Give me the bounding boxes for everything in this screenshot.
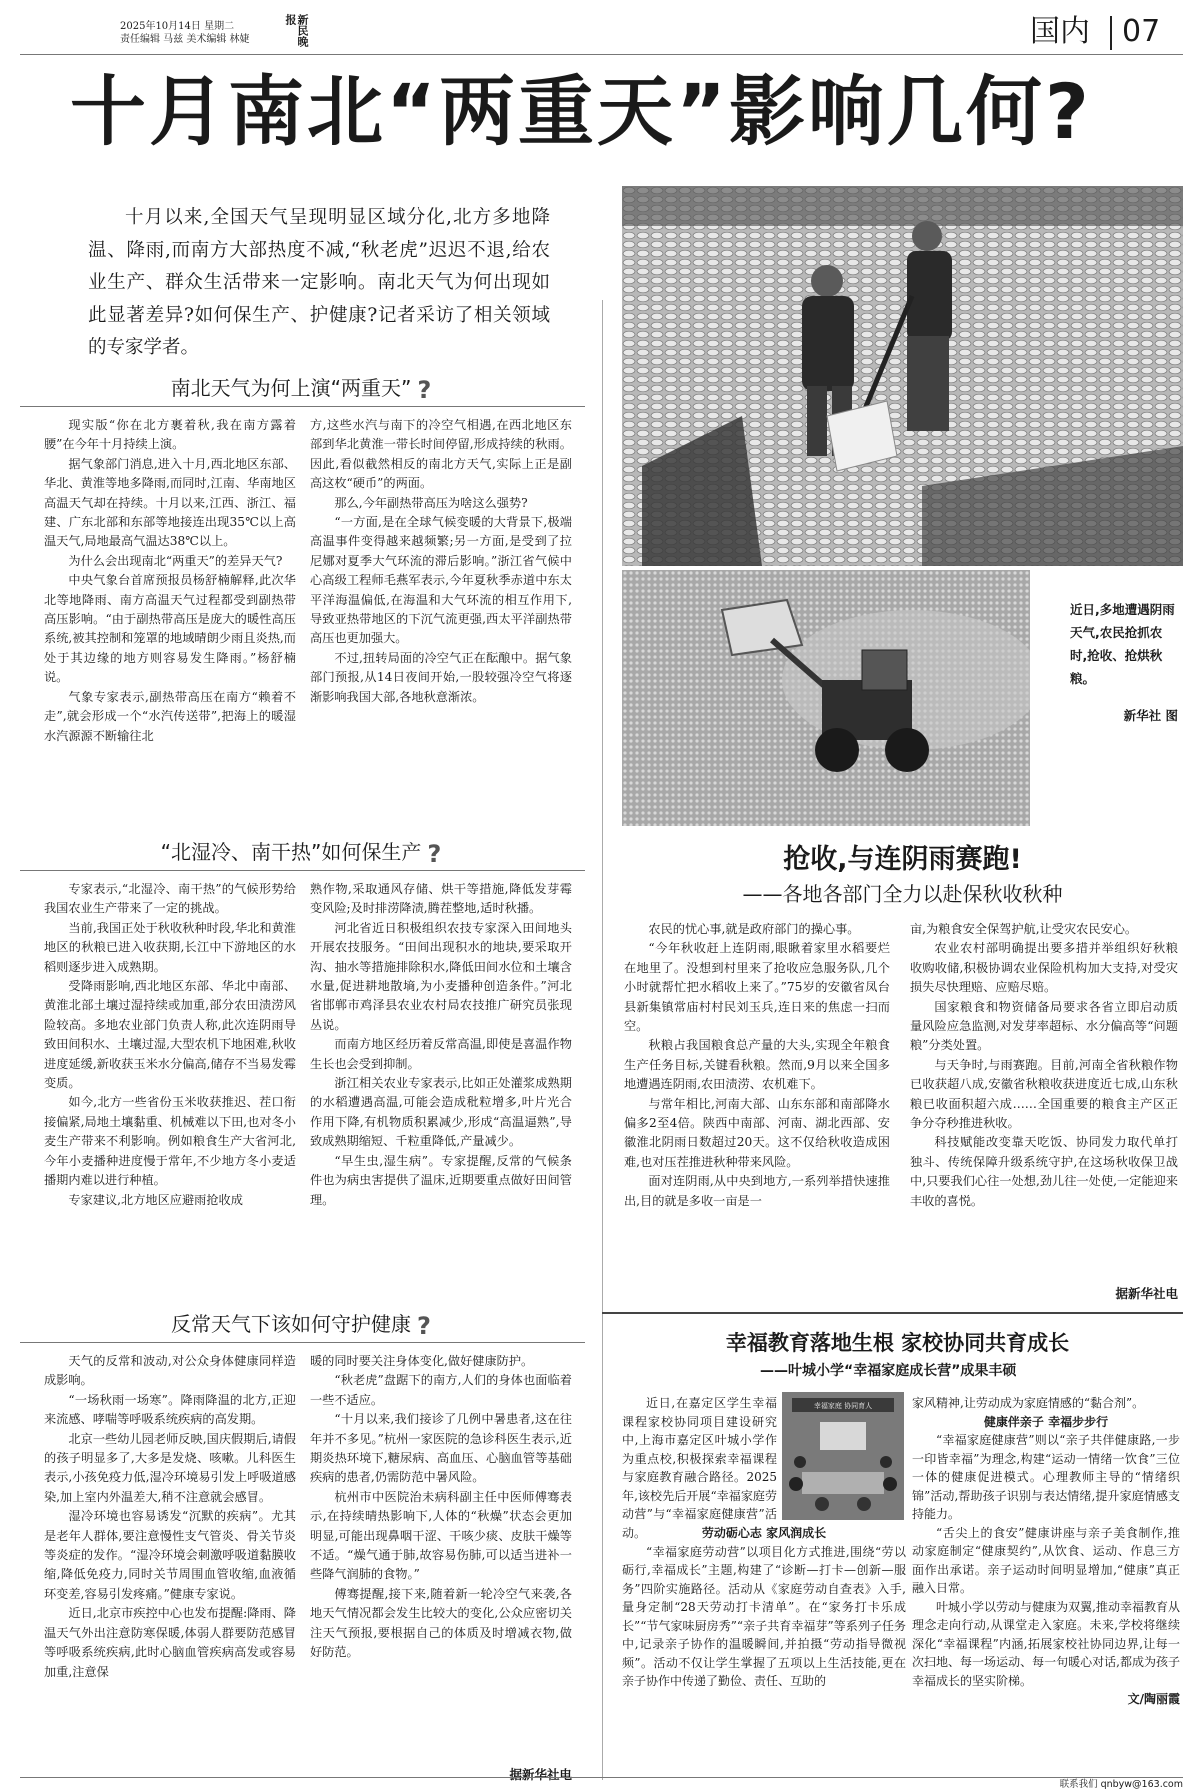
school-subheading-1: 劳动砺心志 家风润成长: [701, 1526, 827, 1540]
paragraph: 浙江相关农业专家表示,比如正处灌浆成熟期的水稻遭遇高温,可能会造成秕粒增多,叶片光合作用下降,有机物质积累减少,形成“高温逼熟”,导致成熟期缩短、千粒重降低,产量减少。: [310, 1076, 572, 1149]
header-rule: [20, 54, 1183, 55]
photo-loader-corn: [622, 570, 1030, 826]
paragraph: 如今,北方一些省份玉米收获推迟、茬口衔接偏紧,局地土壤黏重、机械难以下田,也对冬小麦生产带来不利影响。例如粮食生产大省河北,今年小麦播种进度慢于常年,不少地方冬小麦适播期内难以进行种植。: [44, 1095, 296, 1188]
question-mark-icon: ?: [427, 840, 442, 868]
section-3-col-1: [44, 1352, 296, 1767]
paragraph: “幸福家庭健康营”则以“亲子共伴健康路,一步一印皆幸福”为理念,构建“运动一情绪一饮食”三位一体的健康促进模式。心理教师主导的“情绪织锦”活动,帮助孩子识别与表达情绪,提升家庭情感支持能力。: [912, 1433, 1180, 1521]
photo-caption-text: 近日,多地遭遇阴雨天气,农民抢抓农时,抢收、抢烘秋粮。: [1070, 602, 1175, 686]
photo-school-meeting-image: [782, 1392, 904, 1520]
harvest-title: 抢收,与连阴雨赛跑!: [783, 844, 1022, 875]
photo-corn-shoveling-image: [622, 186, 1183, 566]
paragraph: 专家建议,北方地区应避雨抢收成: [68, 1192, 243, 1207]
section-name: 国内: [1030, 14, 1090, 49]
question-mark-icon: ?: [417, 1312, 431, 1340]
paragraph: 当前,我国正处于秋收秋种时段,华北和黄淮地区的秋粮已进入收获期,长江中下游地区的水稻则逐步进入成熟期。: [44, 920, 296, 974]
paragraph: 北京一些幼儿园老师反映,国庆假期后,请假的孩子明显多了,大多是发烧、咳嗽。儿科医生表示,小孩免疫力低,湿冷环境易引发上呼吸道感染,加上室内外温差大,稍不注意就会感冒。: [44, 1431, 296, 1504]
school-author: 文/陶丽霞: [1127, 1692, 1180, 1706]
lead-paragraph: [88, 202, 550, 365]
paragraph: 气象专家表示,副热带高压在南方“赖着不走”,就会形成一个“水汽传送带”,把海上的暖湿水汽源源不断输往北: [44, 689, 296, 743]
footer-rule: [20, 1777, 1183, 1778]
section-1-col-1: [44, 416, 296, 776]
paragraph: “今年秋收赶上连阴雨,眼瞅着家里水稻要烂在地里了。没想到村里来了抢收应急服务队,几个小时就帮忙把水稻收上来了。”75岁的安徽省凤台县新集镇常庙村村民刘玉兵,连日来的焦虑一扫而空。: [624, 941, 890, 1034]
paragraph: 与天争时,与雨赛跑。目前,河南全省秋粮作物已收获超八成,安徽省秋粮收获进度近七成,山东秋粮已收面积超六成……全国重要的粮食主产区正争分夺秒推进秋收。: [910, 1057, 1178, 1131]
paragraph: 秋粮占我国粮食总产量的大头,实现全年粮食生产任务目标,关键看秋粮。然而,9月以来全国多地遭遇连阴雨,农田渍涝、农机难下。: [624, 1038, 890, 1092]
paragraph: 方,这些水汽与南下的冷空气相遇,在西北地区东部到华北黄淮一带长时间停留,形成持续的秋雨。因此,看似截然相反的南北方天气,实际上正是副高这枚“硬币”的两面。: [310, 418, 572, 491]
section-heading-3-text: 反常天气下该如何守护健康: [171, 1312, 411, 1336]
school-subtitle: ——叶城小学“幸福家庭成长营”成果丰硕: [760, 1363, 1017, 1379]
paragraph: 熟作物,采取通风存储、烘干等措施,降低发芽霉变风险;及时排涝降渍,腾茬整地,适时秋播。: [310, 882, 572, 916]
paragraph: 国家粮食和物资储备局要求各省立即启动质量风险应急监测,对发芽率超标、水分偏高等“问题粮”分类处置。: [910, 999, 1178, 1053]
paragraph: 据气象部门消息,进入十月,西北地区东部、华北、黄淮等地多降雨,而同时,江南、华南地区高温天气却在持续。十月以来,江西、浙江、福建、广东北部和东部等地接连出现35℃以上高温天气,局地最高气温达38℃以上。: [44, 456, 296, 549]
paragraph: “早生虫,湿生病”。专家提醒,反常的气候条件也为病虫害提供了温床,近期要重点做好田间管理。: [310, 1153, 572, 1207]
paragraph: 受降雨影响,西北地区东部、华北中南部、黄淮北部土壤过湿持续或加重,部分农田渍涝风险较高。多地农业部门负责人称,此次连阴雨导致田间积水、土壤过湿,大型农机下地困难,秋收进度延缓,新收获玉米水分偏高,储存不当易发霉变质。: [44, 979, 296, 1091]
banner-text: 幸福家庭 协同育人: [813, 1402, 873, 1410]
paragraph: 家风精神,让劳动成为家庭情感的“黏合剂”。: [912, 1396, 1145, 1410]
editors-line: 责任编辑 马兹 美术编辑 林婕: [120, 34, 250, 45]
paragraph: “一场秋雨一场寒”。降雨降温的北方,正迎来流感、哮喘等呼吸系统疾病的高发期。: [44, 1392, 296, 1427]
paragraph: 暖的同时要关注身体变化,做好健康防护。: [310, 1354, 534, 1368]
paragraph: 傅骞提醒,接下来,随着新一轮冷空气来袭,各地天气情况都会发生比较大的变化,公众应密切关注天气预报,要根据自己的体质及时增减衣物,做好防范。: [310, 1586, 572, 1660]
paragraph: 不过,扭转局面的冷空气正在酝酿中。据气象部门预报,从14日夜间开始,一股较强冷空气将逐渐影响我国大部,各地秋意渐浓。: [310, 650, 572, 704]
photo-credit: 新华社 图: [1123, 708, 1178, 723]
school-col-1-bottom: [622, 1524, 906, 1774]
photo-caption: [1070, 598, 1178, 727]
section-heading-1-text: 南北天气为何上演“两重天”: [170, 376, 412, 400]
main-title: 十月南北“两重天”影响几何?: [70, 67, 1092, 156]
section-2-col-1: [44, 880, 296, 1270]
harvest-box-rule: [602, 1312, 1183, 1314]
paragraph: 近日,在嘉定区学生幸福课程家校协同项目建设研究中,上海市嘉定区叶城小学作为重点校,积极探索幸福课程与家庭教育融合路径。2025年,该校先后开展“幸福家庭劳动营”与“幸福家庭健康营”活动。: [622, 1396, 777, 1540]
paragraph: “十月以来,我们接诊了几例中暑患者,这在往年并不多见。”杭州一家医院的急诊科医生表示,近期炎热环境下,糖尿病、高血压、心脑血管等基础疾病的患者,仍需防范中暑风险。: [310, 1412, 572, 1485]
paragraph: 亩,为粮食安全保驾护航,让受灾农民安心。: [910, 922, 1138, 936]
section-1-col-2: [310, 416, 572, 776]
section-heading-2: [20, 836, 585, 868]
school-subheading-2: 健康伴亲子 幸福步步行: [983, 1414, 1109, 1429]
photo-loader-corn-image: [622, 570, 1030, 826]
paragraph: “舌尖上的食安”健康讲座与亲子美食制作,推动家庭制定“健康契约”,从饮食、运动、作息三方面作出承诺。亲子运动时间明显增加,“健康”真正融入日常。: [912, 1525, 1180, 1595]
paragraph: 中央气象台首席预报员杨舒楠解释,此次华北等地降雨、南方高温天气过程都受到副热带高压影响。“由于副热带高压是庞大的暖性高压系统,被其控制和笼罩的地域晴朗少雨且炎热,而处于其边缘的地方则容易发生降雨。”杨舒楠说。: [44, 573, 296, 685]
newspaper-logo: 新民晚报: [284, 14, 309, 47]
header-divider: [1110, 16, 1112, 50]
paragraph: 科技赋能改变靠天吃饭、协同发力取代单打独斗、传统保障升级系统守护,在这场秋收保卫战中,只要我们心往一处想,劲儿往一处使,一定能迎来丰收的喜悦。: [910, 1135, 1178, 1208]
paragraph: 为什么会出现南北“两重天”的差异天气?: [68, 553, 283, 568]
photo-school-meeting: [782, 1392, 904, 1520]
paragraph: 那么,今年副热带高压为啥这么强势?: [334, 495, 528, 510]
school-title: 幸福教育落地生根 家校协同共育成长: [725, 1331, 1070, 1355]
paragraph: “一方面,是在全球气候变暖的大背景下,极端高温事件变得越来越频繁;另一方面,是受到了拉尼娜对夏季大气环流的滞后影响。”浙江省气候中心高级工程师毛燕军表示,今年夏秋季赤道中东太平洋海温偏低,在海温和大气环流的相互作用下,导致亚热带地区的下沉气流更强,西太平洋副热带高压也更加强大。: [310, 515, 572, 646]
harvest-subtitle: ——各地各部门全力以赴保秋收秋种: [742, 882, 1063, 906]
section-heading-2-text: “北湿冷、南干热”如何保生产: [160, 840, 422, 864]
section-3-rule: [20, 1342, 585, 1343]
section-2-col-2: [310, 880, 572, 1270]
photo-corn-shoveling: [622, 186, 1183, 566]
issue-date: 2025年10月14日 星期二: [120, 21, 235, 32]
lead-text: 十月以来,全国天气呈现明显区域分化,北方多地降温、降雨,而南方大部热度不减,“秋老虎”迟迟不退,给农业生产、群众生活带来一定影响。南北天气为何出现如此显著差异?如何保生产、护健康?记者采访了相关领域的专家学者。: [88, 207, 550, 358]
column-divider: [602, 300, 603, 1780]
paragraph: 河北省近日积极组织农技专家深入田间地头开展农技服务。“田间出现积水的地块,要采取开沟、抽水等措施排除积水,降低田间水位和土壤含水量,促进耕地散墒,为小麦播种创造条件。”河北省邯郸市鸡泽县农业农村局农技推广研究员张现丛说。: [310, 920, 572, 1032]
footer-contact: 联系我们 qnbyw@163.com: [1059, 1779, 1183, 1790]
paragraph: 杭州市中医院治未病科副主任中医师傅骞表示,在持续晴热影响下,人体的“秋燥”状态会更加明显,可能出现鼻咽干涩、干咳少痰、皮肤干燥等不适。“燥气通于肺,故容易伤肺,可以适当进补一些降气润肺的食物。”: [310, 1489, 572, 1582]
paragraph: 而南方地区经历着反常高温,即使是喜温作物生长也会受到抑制。: [310, 1037, 572, 1071]
paragraph: 面对连阴雨,从中央到地方,一系列举措快速推出,目的就是多收一亩是一: [624, 1174, 890, 1208]
paragraph: 叶城小学以劳动与健康为双翼,推动幸福教育从理念走向行动,从课堂走入家庭。未来,学校将继续深化“幸福课程”内涵,拓展家校社协同边界,让每一次扫地、每一场运动、每一句暖心对话,都成为孩子幸福成长的坚实阶梯。: [912, 1599, 1180, 1688]
paragraph: 现实版“你在北方裹着秋,我在南方露着腰”在今年十月持续上演。: [44, 418, 296, 452]
section-3-credit: 据新华社电: [509, 1767, 572, 1782]
paragraph: “秋老虎”盘踞下的南方,人们的身体也面临着一些不适应。: [310, 1373, 572, 1407]
paragraph: “幸福家庭劳动营”以项目化方式推进,围绕“劳以砺行,幸福成长”主题,构建了“诊断—打卡—创新—服务”四阶实施路径。活动从《家庭劳动自查表》入手,量身定制“28天劳动打卡清单”。在“家务打卡乐成长”“节气家味厨房秀”“亲子共育幸福芽”等系列子任务中,记录亲子协作的温暖瞬间,并拍摄“劳动指导微视频”。活动不仅让学生掌握了五项以上生活技能,更在亲子协作中传递了勤俭、责任、互助的: [622, 1544, 906, 1688]
paragraph: 近日,北京市疾控中心也发布提醒:降雨、降温天气外出注意防寒保暖,体弱人群要防范感冒等呼吸系统疾病,此时心脑血管疾病高发或容易加重,注意保: [44, 1606, 296, 1679]
question-mark-icon: ?: [417, 376, 432, 404]
paragraph: 农业农村部明确提出要多措并举组织好秋粮收购收储,积极协调农业保险机构加大支持,对受灾损失尽快理赔、应赔尽赔。: [910, 941, 1178, 995]
section-heading-3: [20, 1308, 585, 1340]
harvest-credit: 据新华社电: [1115, 1286, 1178, 1301]
section-heading-1: [20, 372, 585, 404]
harvest-col-1: [624, 920, 890, 1300]
paragraph: 专家表示,“北湿冷、南干热”的气候形势给我国农业生产带来了一定的挑战。: [44, 882, 296, 916]
harvest-col-2: [910, 920, 1178, 1300]
section-2-rule: [20, 870, 585, 871]
school-col-2: [912, 1394, 1180, 1769]
paragraph: 与常年相比,河南大部、山东东部和南部降水偏多2至4倍。陕西中南部、河南、湖北西部、安徽淮北阴雨日数超过20天。这不仅给秋收造成困难,也对压茬推进秋种带来风险。: [624, 1096, 890, 1169]
page-number: 07: [1122, 14, 1161, 49]
paragraph: 湿冷环境也容易诱发“沉默的疾病”。尤其是老年人群体,要注意慢性支气管炎、骨关节炎等炎症的发作。“湿冷环境会刺激呼吸道黏膜收缩,降低免疫力,同时关节周围血管收缩,血液循环变差,容易引发疼痛。”健康专家说。: [44, 1509, 296, 1601]
section-3-col-2: [310, 1352, 572, 1767]
paragraph: 农民的忧心事,就是政府部门的操心事。: [648, 922, 860, 936]
section-1-rule: [20, 406, 585, 407]
paragraph: 天气的反常和波动,对公众身体健康同样造成影响。: [44, 1354, 296, 1388]
